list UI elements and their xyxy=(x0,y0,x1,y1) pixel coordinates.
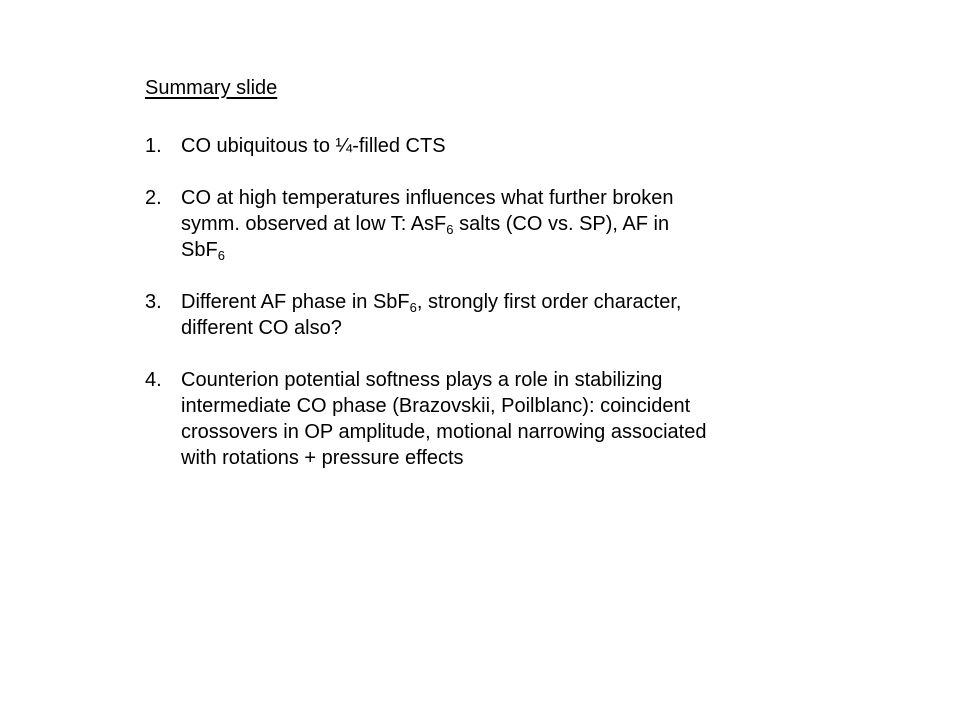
item-text xyxy=(181,367,845,471)
item-line: symm. observed at low T: AsF$_6$ salts (CO vs. SP), AF in xyxy=(181,213,670,237)
item-line: CO ubiquitous to ¼-filled CTS xyxy=(181,135,446,157)
slide-title: Summary slide xyxy=(145,77,278,99)
item-text xyxy=(181,185,845,263)
item-number: 2. xyxy=(145,187,162,209)
item-line: different CO also? xyxy=(181,317,342,339)
subscript: 6 xyxy=(446,222,454,237)
subscript: 6 xyxy=(217,248,225,263)
item-line: Different AF phase in SbF$_6$, strongly first order character, xyxy=(181,291,682,315)
item-line: crossovers in OP amplitude, motional narrowing associated xyxy=(181,421,707,443)
item-number: 3. xyxy=(145,291,162,313)
item-line: Counterion potential softness plays a role in stabilizing xyxy=(181,369,663,391)
summary-item-3 xyxy=(145,289,845,341)
item-text xyxy=(181,133,845,159)
item-number: 4. xyxy=(145,369,162,391)
summary-item-4 xyxy=(145,367,845,471)
item-number: 1. xyxy=(145,135,162,157)
summary-item-2 xyxy=(145,185,845,263)
item-line: SbF$_6$ xyxy=(181,239,225,263)
summary-list xyxy=(145,133,845,471)
summary-item-1 xyxy=(145,133,845,159)
item-line: CO at high temperatures influences what further broken xyxy=(181,187,674,209)
subscript: 6 xyxy=(409,300,417,315)
item-text xyxy=(181,289,845,341)
item-line: with rotations + pressure effects xyxy=(181,447,464,469)
item-line: intermediate CO phase (Brazovskii, Poilblanc): coincident xyxy=(181,395,691,417)
